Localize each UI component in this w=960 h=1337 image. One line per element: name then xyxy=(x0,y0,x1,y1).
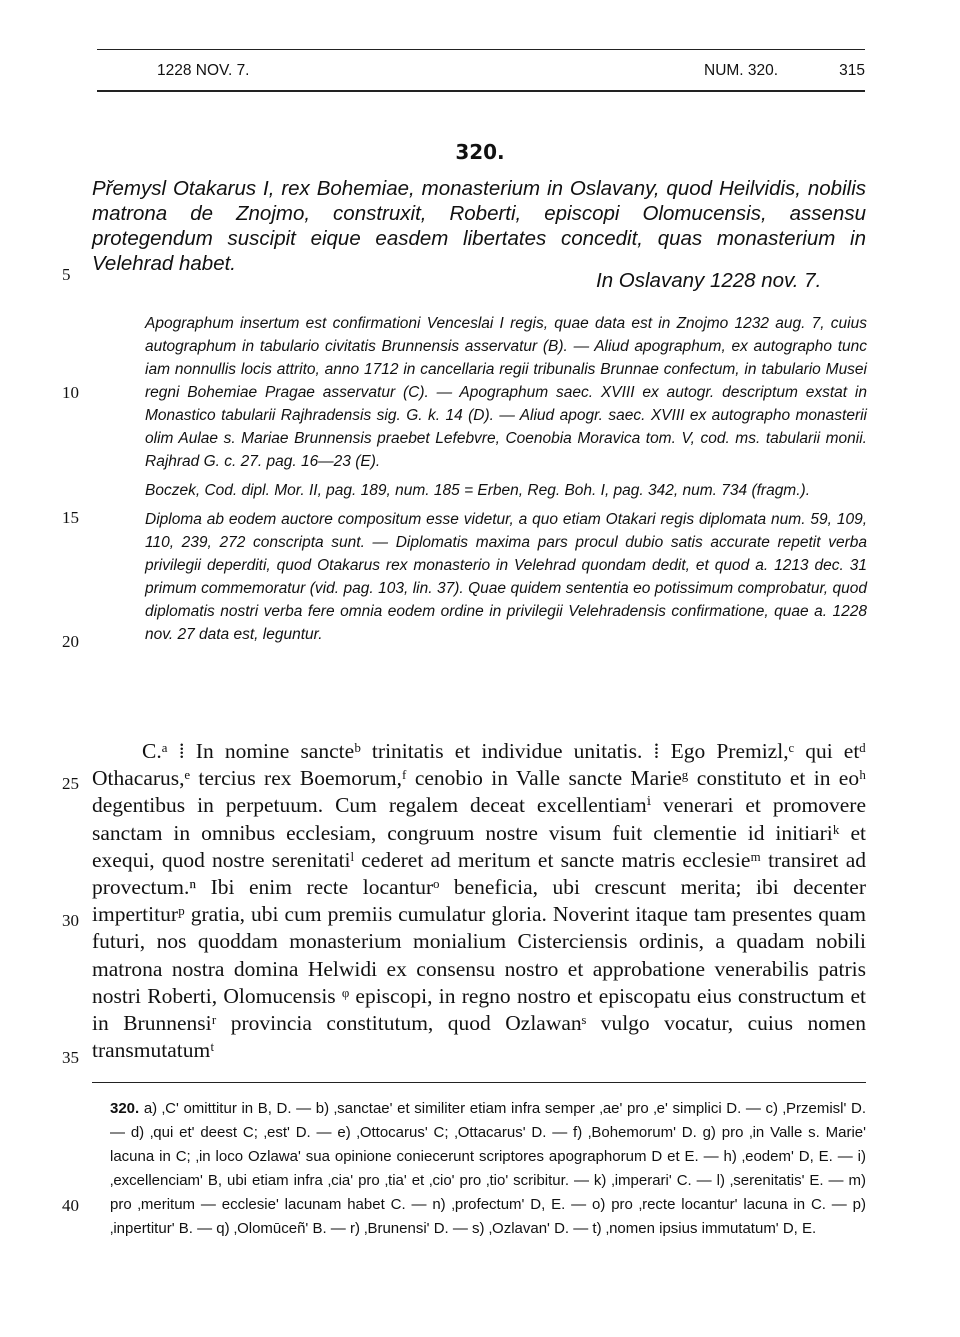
note-commentary: Diploma ab eodem auctore compositum esse videtur, a quo etiam Otakari regis diplomata num. 59, 109, 110, 239, 272 conscripta sunt. — Diplomatis maxima pars procul dubio satis accurate repetit verba privilegii deperditi, quod Otakarus rex monasterio in Velehrad quondam dedit, et quod a. 1213 dec. 31 primum commemoratur (vid. pag. 103, lin. 37). Quae quidem sententia eo potissimum comprobatur, quod diplomatis nostri verba fere omnia eodem ordine in privilegii Velehradensis confirmatione, quae a. 1228 nov. 27 data est, leguntur. xyxy=(145,511,867,643)
place-date: In Oslavany 1228 nov. 7. xyxy=(596,269,822,292)
line-number-30: 30 xyxy=(62,911,79,930)
regest-text: Přemysl Otakarus I, rex Bohemiae, monasterium in Oslavany, quod Heilvidis, nobilis matrona de Znojmo, construxit, Roberti, episcopi Olomucensis, assensu protegendum suscipit eique easdem libertates concedit, quas monasterium in Velehrad habet. xyxy=(92,177,866,275)
source-notes xyxy=(145,312,867,652)
header-rule-top xyxy=(97,49,865,50)
header-rule-bottom xyxy=(97,90,865,92)
charter-paragraph: C.ᵃ ⁞ In nomine sancteᵇ trinitatis et individue unitatis. ⁞ Ego Premizl,ᶜ qui etᵈ Othacarus,ᵉ tercius rex Boemorum,ᶠ cenobio in Valle sancte Marieᵍ constituto et in eoʰ degentibus in perpetuum. Cum regalem deceat excellentiamⁱ venerari et promovere sanctam in omnibus ecclesiam, congruum nostre visum fuit clementie id initiariᵏ et exequi, quod nostre serenitatiˡ cederet ad meritum et sancte matris ecclesieᵐ transiret ad provectum.ⁿ Ibi enim recte locanturᵒ beneficia, ubi crescunt merita; ibi decenter impertiturᵖ gratia, ubi cum premiis cumulatur gloria. Noverint itaque tam presentes quam futuri, nos quoddam monasterium monialium Cisterciensis ordinis, a quadam nobili matrona nostra domina Helwidi ex consensu nostro et approbatione venerabilis patris nostri Roberti, Olomucensis ᵠ episcopi, in regno nostro et episcopatu eius constructum et in Brunnensiʳ provincia constitutum, quod Ozlawanˢ vulgo vocatur, cuius nomen transmutatumᵗ xyxy=(92,739,866,1063)
line-number-15: 15 xyxy=(62,508,79,527)
footnote-text: a) ‚C' omittitur in B, D. — b) ‚sanctae' et similiter etiam infra semper ‚ae' pro ‚e' simplici D. — c) ‚Przemisl' D. — d) ‚qui et' deest C; ‚est' D. — e) ‚Ottocarus' C; ‚Ottacarus' D. — f) ‚Bohemorum' D. g) pro ‚in Valle s. Marie' lacuna in C; ‚in loco Ozlawa' sua opinione coniecerunt scriptores apographorum D et E. — h) ‚eodem' D, E. — i) ‚excellenciam' B, ubi etiam infra ‚cia' pro ‚tia' et ‚cio' pro ‚tio' scribitur. — k) ‚imperari' C. — l) ‚serenitatis' E. — m) pro ‚meritum — ecclesie' lacunam habet C. — n) ‚profectum' D, E. — o) pro ‚recte locantur' lacuna in C. — p) ‚inpertitur' B. — q) ‚Olomūceñ' B. — r) ‚Brunensi' D. — s) ‚Ozlavan' D. — t) ‚nomen ipsius immutatum' D, E. xyxy=(110,1100,866,1237)
line-number-20: 20 xyxy=(62,632,79,651)
charter-text xyxy=(92,738,866,1064)
header-number: NUM. 320. xyxy=(704,62,779,79)
line-number-35: 35 xyxy=(62,1048,79,1067)
note-manuscripts: Apographum insertum est confirmationi Venceslai I regis, quae data est in Znojmo 1232 aug. 7, cuius autographum in tabulario civitatis Brunnensis asservatur (B). — Aliud apographum, ex autographo tunc iam nonnullis locis attrito, anno 1712 in cancellaria regii tribunalis Brunnae confectum, in tabulario Musei regni Bohemiae Pragae asservatur (C). — Apographum saec. XVIII ex autogr. descriptum exstat in Monastico tabularii Rajhradensis sig. G. k. 14 (D). — Aliud apogr. saec. XVIII ex autographo monasterii olim Aulae s. Mariae Brunnensis praebet Lefebvre, Coenobia Moravica tom. V, cod. ms. tabularii monii. Rajhrad G. c. 27. pag. 16—23 (E). xyxy=(145,315,867,470)
note-editions: Boczek, Cod. dipl. Mor. II, pag. 189, num. 185 = Erben, Reg. Boh. I, pag. 342, num. 734 (fragm.). xyxy=(145,482,810,499)
footnote-number: 320. xyxy=(110,1100,140,1117)
header-date: 1228 NOV. 7. xyxy=(157,62,250,79)
line-number-40: 40 xyxy=(62,1196,79,1215)
running-header xyxy=(97,62,865,84)
regest xyxy=(92,176,866,292)
line-number-10: 10 xyxy=(62,383,79,402)
page-number: 315 xyxy=(839,62,865,79)
line-number-25: 25 xyxy=(62,774,79,793)
footnote-rule xyxy=(92,1082,866,1083)
footnotes xyxy=(110,1097,866,1241)
line-number-5: 5 xyxy=(62,265,71,284)
document-number: 320. xyxy=(455,140,505,164)
